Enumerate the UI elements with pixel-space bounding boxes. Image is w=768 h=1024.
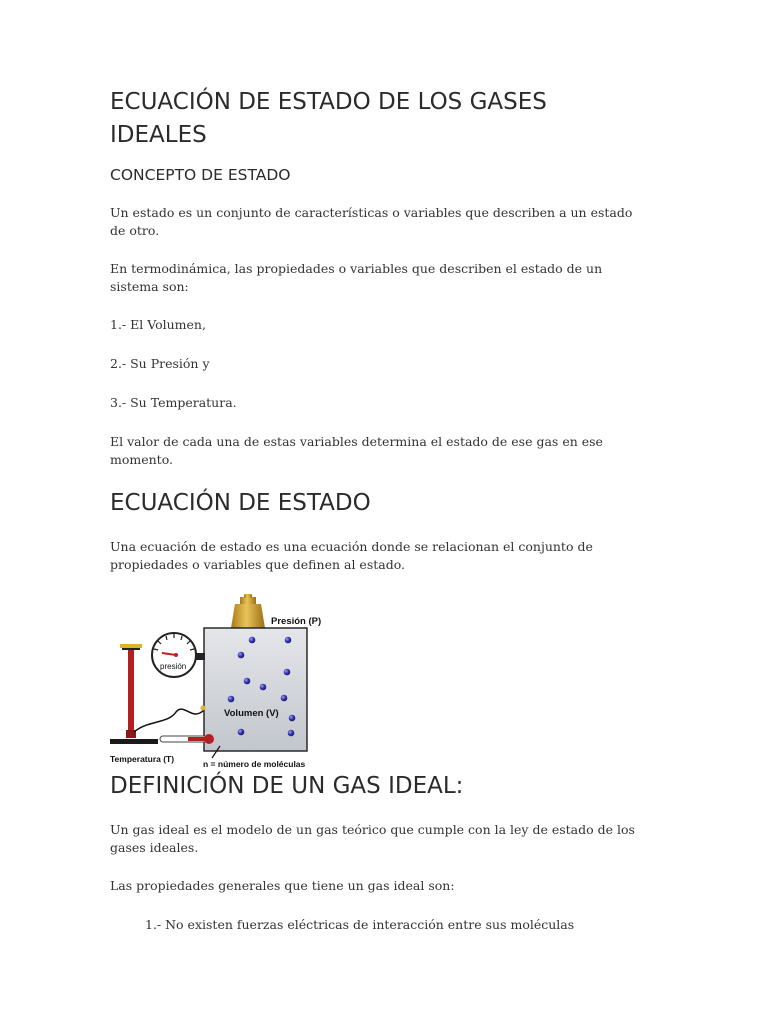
- section-heading-gas-ideal: DEFINICIÓN DE UN GAS IDEAL:: [110, 773, 464, 799]
- paragraph-line: Un estado es un conjunto de características o variables que describen a un estado: [110, 205, 633, 220]
- label-gauge-presion: presión: [160, 662, 187, 671]
- page-title-line-2: IDEALES: [110, 122, 207, 148]
- gas-state-figure: [108, 592, 330, 773]
- paragraph-propiedades: Las propiedades generales que tiene un gas ideal son:: [110, 878, 455, 893]
- paragraph-termodinamica: [110, 260, 655, 295]
- paragraph-line: momento.: [110, 451, 173, 467]
- list-item-fuerzas: 1.- No existen fuerzas eléctricas de interacción entre sus moléculas: [145, 917, 575, 932]
- label-volumen: Volumen (V): [224, 708, 279, 719]
- hose: [134, 709, 204, 732]
- molecule: [238, 652, 245, 659]
- molecule: [260, 684, 267, 691]
- list-item-volumen: 1.- El Volumen,: [110, 317, 206, 332]
- paragraph-line: En termodinámica, las propiedades o variables que describen el estado de un: [110, 261, 603, 276]
- molecule: [288, 730, 295, 737]
- list-item-temperatura: 3.- Su Temperatura.: [110, 395, 237, 410]
- paragraph-line: El valor de cada una de estas variables determina el estado de ese gas en ese: [110, 434, 603, 449]
- label-moleculas: n = número de moléculas: [203, 759, 306, 768]
- paragraph-line: gases ideales.: [110, 839, 199, 855]
- paragraph-gas-ideal-definicion: [110, 821, 655, 856]
- section-heading-ecuacion: ECUACIÓN DE ESTADO: [110, 490, 371, 516]
- list-item-presion: 2.- Su Presión y: [110, 356, 210, 371]
- paragraph-line: propiedades o variables que definen al estado.: [110, 556, 405, 572]
- pump-icon: [110, 644, 158, 744]
- paragraph-valor-variables: [110, 433, 655, 468]
- paragraph-line: Un gas ideal es el modelo de un gas teórico que cumple con la ley de estado de los: [110, 822, 635, 837]
- molecule: [281, 695, 288, 702]
- label-presion: Presión (P): [271, 616, 322, 627]
- paragraph-line: sistema son:: [110, 278, 189, 294]
- molecule: [289, 715, 296, 722]
- label-temperatura: Temperatura (T): [110, 754, 175, 764]
- molecule: [238, 729, 245, 736]
- molecule: [228, 696, 235, 703]
- gas-state-diagram: [108, 592, 330, 768]
- paragraph-ecuacion-estado: [110, 538, 655, 573]
- paragraph-line: de otro.: [110, 222, 160, 238]
- paragraph-estado-definicion: [110, 204, 655, 239]
- page-title-line-1: ECUACIÓN DE ESTADO DE LOS GASES: [110, 89, 547, 115]
- molecule: [249, 637, 256, 644]
- section-heading-concepto: CONCEPTO DE ESTADO: [110, 166, 291, 184]
- weight-icon: [231, 594, 265, 628]
- molecule: [285, 637, 292, 644]
- thermometer-icon: [160, 734, 214, 744]
- molecule: [284, 669, 291, 676]
- molecule: [244, 678, 251, 685]
- paragraph-line: Una ecuación de estado es una ecuación donde se relacionan el conjunto de: [110, 539, 593, 554]
